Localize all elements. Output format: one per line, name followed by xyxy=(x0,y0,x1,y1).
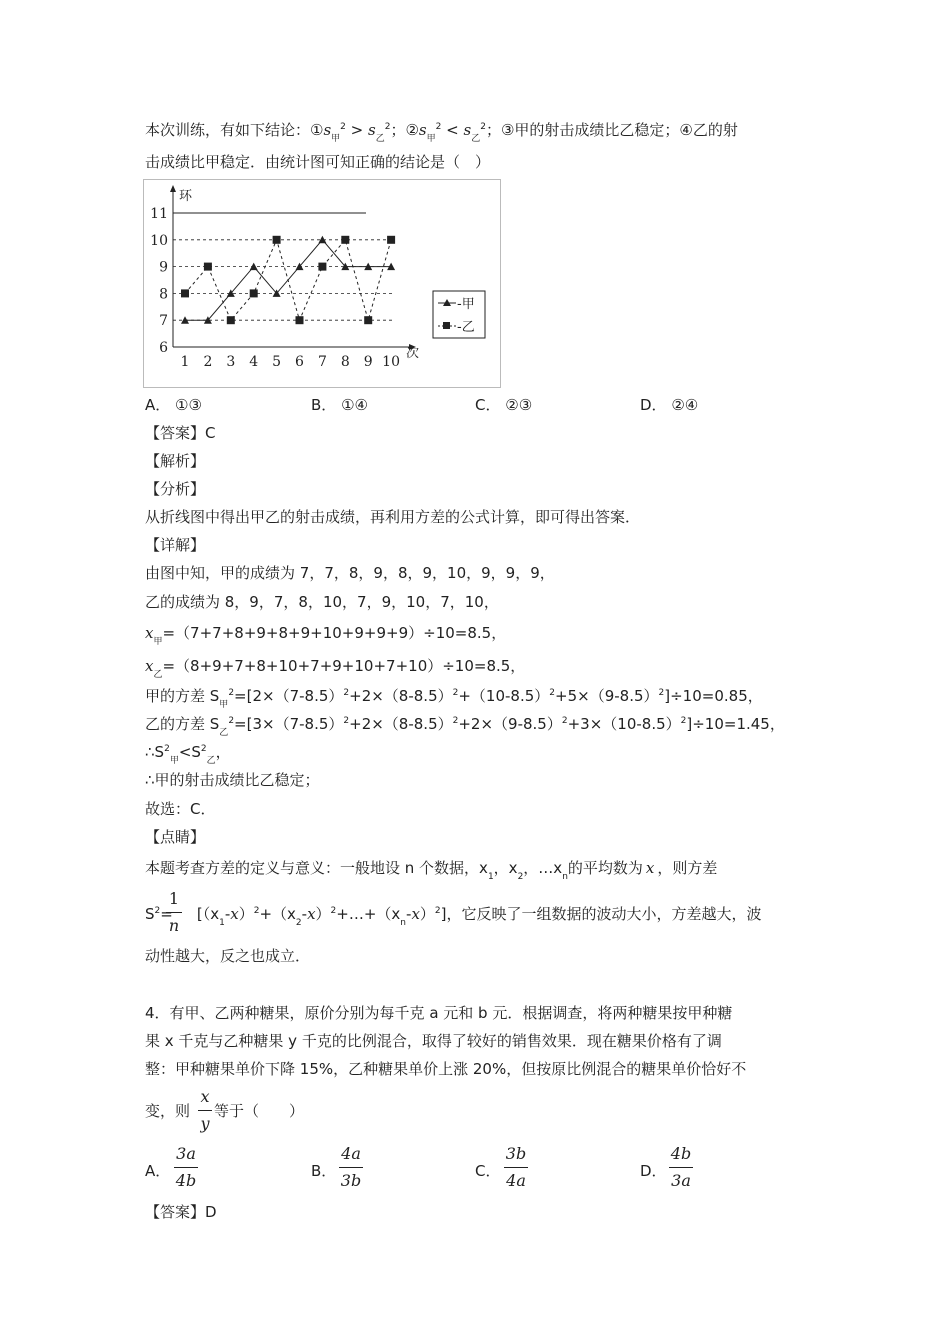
sup-2: 2 xyxy=(480,122,486,132)
q4-option-a[interactable]: A． xyxy=(145,1162,171,1180)
q3-option-b[interactable]: B． ①④ xyxy=(311,396,368,414)
s-symbol: s xyxy=(368,121,376,139)
xbar-symbol: x xyxy=(145,657,154,675)
q3-dianjing-heading: 【点睛】 xyxy=(145,828,206,846)
line-chart xyxy=(143,179,501,388)
fraction-x-over-y: $\frac{x}{y}$ xyxy=(198,1084,212,1137)
q3-variance-jia: 甲的方差 $S_甲^2=[2\times(7-8.5)^2+2\times(8-8.5)^2+(10-8.5)^2+5\times(9-8.5)^2]\div 10=0.85$， xyxy=(145,687,763,710)
q3-stem-line1 xyxy=(145,119,738,144)
q4-stem-line2: 果 x 千克与乙种糖果 y 千克的比例混合，取得了较好的销售效果．现在糖果价格有了调 xyxy=(145,1032,722,1050)
q3-therefore-1: $\therefore S^2_甲<S^2_乙$， xyxy=(145,743,231,766)
q4-option-c[interactable]: C． xyxy=(475,1162,501,1180)
y-axis-arrow xyxy=(170,185,176,192)
point-square xyxy=(181,289,189,297)
s-symbol: s xyxy=(418,121,427,139)
x-tick-label: 3 xyxy=(226,354,236,370)
y-tick-label: 6 xyxy=(159,340,168,356)
point-square xyxy=(296,316,304,324)
fraction-1-over-n: $\frac{1}{n}$ xyxy=(166,886,182,939)
x-tick-label: 7 xyxy=(317,354,327,370)
q3-stem-text: 本次训练，有如下结论：① xyxy=(145,121,324,139)
sup-2: 2 xyxy=(340,122,346,132)
sub-yi: 乙 xyxy=(375,134,385,144)
q3-dianjing-line1: 本题考查方差的定义与意义：一般地设 n 个数据，$x_1$，$x_2$，$\dots x_n$的平均数为 x ，则方差 xyxy=(145,859,718,882)
q4-answer: 【答案】D xyxy=(145,1203,217,1221)
q3-option-a[interactable]: A． ①③ xyxy=(145,396,202,414)
point-square xyxy=(204,263,212,271)
sub-jia: 甲 xyxy=(426,134,436,144)
x-tick-label: 6 xyxy=(295,354,304,370)
q3-answer: 【答案】C xyxy=(145,424,216,442)
q3-stem-line2: 击成绩比甲稳定．由统计图可知正确的结论是（ ） xyxy=(145,153,491,171)
y-tick-label: 10 xyxy=(150,232,168,249)
y-tick-label: 9 xyxy=(159,259,168,276)
s-symbol: s xyxy=(463,121,472,139)
y-axis-label: 环 xyxy=(179,189,193,204)
x-tick-label: 9 xyxy=(363,354,373,370)
x-tick-label: 10 xyxy=(382,354,401,370)
q3-variance-yi: 乙的方差 $S_乙^2=[3\times(7-8.5)^2+2\times(8-8.5)^2+2\times(9-8.5)^2+3\times(10-8.5)^2]\div 10=1.45$， xyxy=(145,715,785,738)
x-tick-label: 2 xyxy=(203,354,213,370)
q3-detail-line2: 乙的成绩为 8，9，7，8，10，7，9，10，7，10， xyxy=(145,593,499,611)
s-symbol: s xyxy=(323,121,332,139)
q4-option-a-fraction[interactable]: $\frac{3a}{4b}$ xyxy=(174,1141,198,1194)
q3-mean-jia: $x_甲=(7+7+8+9+8+9+10+9+9+9)\div 10=8.5$， xyxy=(145,624,507,647)
point-square xyxy=(341,236,349,244)
point-square xyxy=(273,236,281,244)
point-square xyxy=(227,316,235,324)
x-tick-label: 5 xyxy=(272,354,282,370)
q4-option-c-fraction[interactable]: $\frac{3b}{4a}$ xyxy=(504,1141,528,1194)
x-tick-label: 1 xyxy=(180,354,190,370)
legend-square xyxy=(443,322,450,329)
x-tick-label: 8 xyxy=(340,354,350,370)
y-tick-label: 11 xyxy=(150,206,168,222)
series-line-square xyxy=(185,240,391,320)
q3-fenxi-text: 从折线图中得出甲乙的射击成绩，再利用方差的公式计算，即可得出答案． xyxy=(145,508,641,526)
sup-2: 2 xyxy=(435,122,442,132)
q3-detail-line1: 由图中知，甲的成绩为 7，7，8，9，8，9，10，9，9，9， xyxy=(145,564,555,582)
q3-jiexi-heading: 【解析】 xyxy=(145,452,206,470)
q3-sep: ；② xyxy=(390,121,419,139)
legend-label: -甲 xyxy=(457,297,475,312)
point-square xyxy=(318,263,326,271)
q4-option-b[interactable]: B． xyxy=(311,1162,337,1180)
q3-option-d[interactable]: D． ②④ xyxy=(640,396,699,414)
point-square xyxy=(387,236,395,244)
q3-dianjing-line2: $S^2=$ $[(x_1-x)^2+(x_2-x)^2+\dots+(x_n-x)^2]$，它反映了一组数据的波动大小，方差越大，波 xyxy=(145,905,762,928)
q3-xiangjie-heading: 【详解】 xyxy=(145,536,206,554)
point-square xyxy=(250,289,258,297)
q4-option-b-fraction[interactable]: $\frac{4a}{3b}$ xyxy=(339,1141,363,1194)
sup-2: 2 xyxy=(384,122,391,132)
sub-jia: 甲 xyxy=(331,134,341,144)
y-tick-label: 8 xyxy=(159,286,168,303)
q4-stem-line4: 变，则 等于（ ） xyxy=(145,1102,305,1120)
point-square xyxy=(364,316,372,324)
q3-fenxi-heading: 【分析】 xyxy=(145,480,206,498)
sub-yi: 乙 xyxy=(471,134,481,144)
q3-option-c[interactable]: C． ②③ xyxy=(475,396,533,414)
y-tick-label: 7 xyxy=(159,313,168,330)
legend-label: -乙 xyxy=(457,320,475,335)
q4-option-d[interactable]: D． xyxy=(640,1162,667,1180)
gt-sign: > xyxy=(345,121,369,139)
line-chart-svg xyxy=(144,180,500,387)
xbar-symbol: x xyxy=(145,624,154,642)
q3-mean-yi: $x_乙=(8+9+7+8+10+7+9+10+7+10)\div 10=8.5$， xyxy=(145,657,526,680)
q4-option-d-fraction[interactable]: $\frac{4b}{3a}$ xyxy=(669,1141,693,1194)
point-triangle xyxy=(250,263,258,271)
q3-therefore-2: ∴甲的射击成绩比乙稳定； xyxy=(145,771,320,789)
q3-choice: 故选：C． xyxy=(145,800,216,818)
x-axis-label: 次 xyxy=(406,346,420,361)
lt-sign: < xyxy=(441,121,464,139)
q3-dianjing-line3: 动性越大，反之也成立． xyxy=(145,947,311,965)
q4-stem-line3: 整：甲种糖果单价下降 15%，乙种糖果单价上涨 20%，但按原比例混合的糖果单价恰好不 xyxy=(145,1060,747,1078)
q4-stem-line1: 4．有甲、乙两种糖果，原价分别为每千克 a 元和 b 元．根据调查，将两种糖果按甲种糖 xyxy=(145,1004,733,1022)
q3-stem-text-b: ；③甲的射击成绩比乙稳定；④乙的射 xyxy=(485,121,738,139)
x-tick-label: 4 xyxy=(249,354,259,370)
